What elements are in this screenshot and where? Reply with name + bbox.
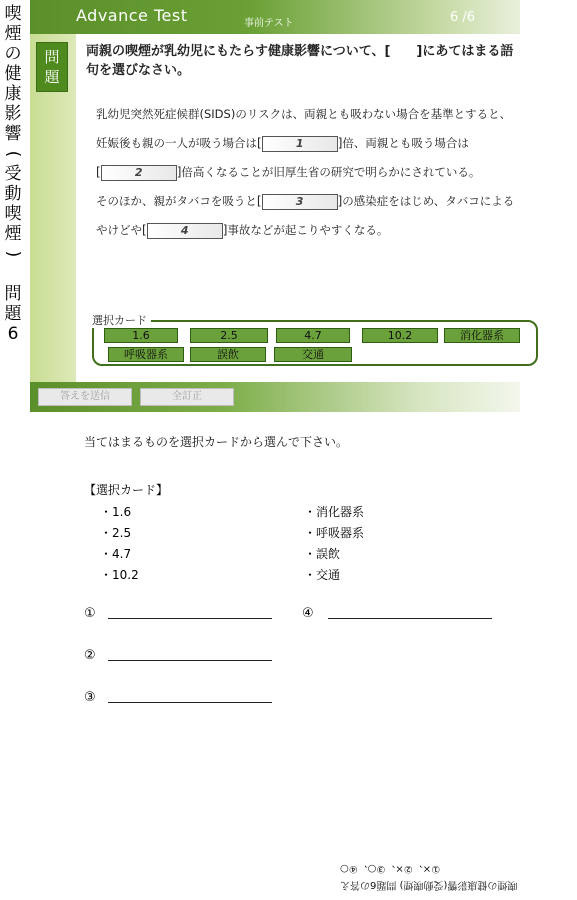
side-title-char: ( — [3, 150, 23, 158]
answer-label-1: ① — [84, 606, 96, 621]
side-title-char: 受 — [4, 164, 22, 184]
card-digestive[interactable]: 消化器系 — [444, 328, 520, 343]
side-title-char: 健 — [4, 64, 22, 84]
bracket-close: ] — [337, 194, 343, 208]
passage-line-3 — [96, 158, 516, 187]
test-app — [30, 0, 520, 412]
bracket-close: ] — [176, 165, 182, 179]
passage-text: 倍、両親とも吸う場合は — [342, 136, 469, 150]
side-title-char: 影 — [4, 104, 22, 124]
bottom-toolbar — [30, 382, 520, 412]
side-title-char: 動 — [4, 184, 22, 204]
card-10-2[interactable]: 10.2 — [362, 328, 438, 343]
answer-key-title: 喫煙の健康影響(受動喫煙) 問題6の答え — [340, 879, 518, 890]
blank-1[interactable]: 1 — [262, 136, 338, 152]
card-tray-label: 選択カード — [92, 312, 151, 328]
card-list-item: ・呼吸器系 — [304, 526, 365, 540]
answer-label-2: ② — [84, 648, 96, 663]
card-list-item: ・2.5 — [100, 526, 132, 540]
card-list-item: ・消化器系 — [304, 505, 365, 519]
bracket-open: [ — [142, 223, 147, 237]
bracket-close: ] — [222, 223, 228, 237]
question-counter: 6 /6 — [450, 10, 476, 25]
card-list-item: ・10.2 — [100, 568, 139, 582]
answer-label-3: ③ — [84, 690, 96, 705]
side-title-char: 喫 — [4, 4, 22, 24]
side-title-char: 響 — [4, 124, 22, 144]
question-badge — [36, 42, 68, 92]
side-title-char: 題 — [4, 304, 22, 324]
card-list-item: ・誤飲 — [304, 547, 341, 561]
answer-label-4: ④ — [302, 606, 314, 621]
card-list-item: ・4.7 — [100, 547, 132, 561]
upside-down-answer-key — [340, 860, 576, 892]
question-badge-char-2: 題 — [44, 68, 60, 86]
question-badge-char-1: 問 — [44, 48, 60, 66]
passage — [96, 100, 516, 245]
side-title-char: ) — [3, 250, 23, 258]
answer-line-3[interactable] — [108, 702, 272, 703]
passage-line-4 — [96, 187, 516, 216]
instruction-text: 当てはまるものを選択カードから選んで下さい。 — [84, 435, 349, 449]
blank-2[interactable]: 2 — [101, 165, 177, 181]
submit-answer-button[interactable]: 答えを送信 — [38, 388, 132, 406]
title-bar — [30, 0, 520, 34]
side-title-char: 煙 — [4, 224, 22, 244]
answer-line-1[interactable] — [108, 618, 272, 619]
card-2-5[interactable]: 2.5 — [190, 328, 268, 343]
passage-line-5 — [96, 216, 516, 245]
card-respiratory[interactable]: 呼吸器系 — [108, 347, 184, 362]
passage-text: 事故などが起こりやすくなる。 — [227, 223, 389, 237]
left-strip — [30, 34, 76, 382]
app-subtitle: 事前テスト — [244, 18, 294, 29]
passage-text: やけどや — [96, 223, 142, 237]
card-list-header: 【選択カード】 — [84, 483, 169, 497]
card-4-7[interactable]: 4.7 — [276, 328, 350, 343]
passage-line-2 — [96, 129, 516, 158]
blank-3[interactable]: 3 — [262, 194, 338, 210]
side-title-char: の — [4, 44, 22, 64]
card-list-item: ・1.6 — [100, 505, 132, 519]
side-title-char — [2, 264, 24, 284]
blank-4[interactable]: 4 — [147, 223, 223, 239]
passage-text: そのほか、親がタバコを吸うと — [96, 194, 257, 208]
answer-key-values: ①×、②×、③○、④○ — [340, 863, 441, 874]
passage-line-1: 乳幼児突然死症候群(SIDS)のリスクは、両親とも吸わない場合を基準とすると、 — [96, 107, 512, 121]
answer-line-2[interactable] — [108, 660, 272, 661]
passage-text: 妊娠後も親の一人が吸う場合は — [96, 136, 257, 150]
side-title-char: 喫 — [4, 204, 22, 224]
side-title-char: 問 — [4, 284, 22, 304]
answer-line-4[interactable] — [328, 618, 492, 619]
card-1-6[interactable]: 1.6 — [104, 328, 178, 343]
question-text: 両親の喫煙が乳幼児にもたらす健康影響について、[ ]にあてはまる語句を選びなさい。 — [86, 44, 514, 78]
bracket-open: [ — [257, 136, 262, 150]
card-list-item: ・交通 — [304, 568, 341, 582]
bracket-open: [ — [256, 194, 262, 208]
app-title: Advance Test — [76, 6, 188, 25]
card-traffic[interactable]: 交通 — [274, 347, 352, 362]
bracket-open: [ — [96, 165, 101, 179]
passage-text: の感染症をはじめ、タバコによる — [342, 194, 515, 208]
bracket-close: ] — [337, 136, 343, 150]
side-title — [2, 4, 24, 344]
side-title-char: 煙 — [4, 24, 22, 44]
correct-all-button[interactable]: 全訂正 — [140, 388, 234, 406]
card-accidental-ingestion[interactable]: 誤飲 — [190, 347, 266, 362]
passage-text: 倍高くなることが旧厚生省の研究で明らかにされている。 — [181, 165, 481, 179]
side-title-char: 6 — [7, 324, 19, 344]
side-title-char: 康 — [4, 84, 22, 104]
